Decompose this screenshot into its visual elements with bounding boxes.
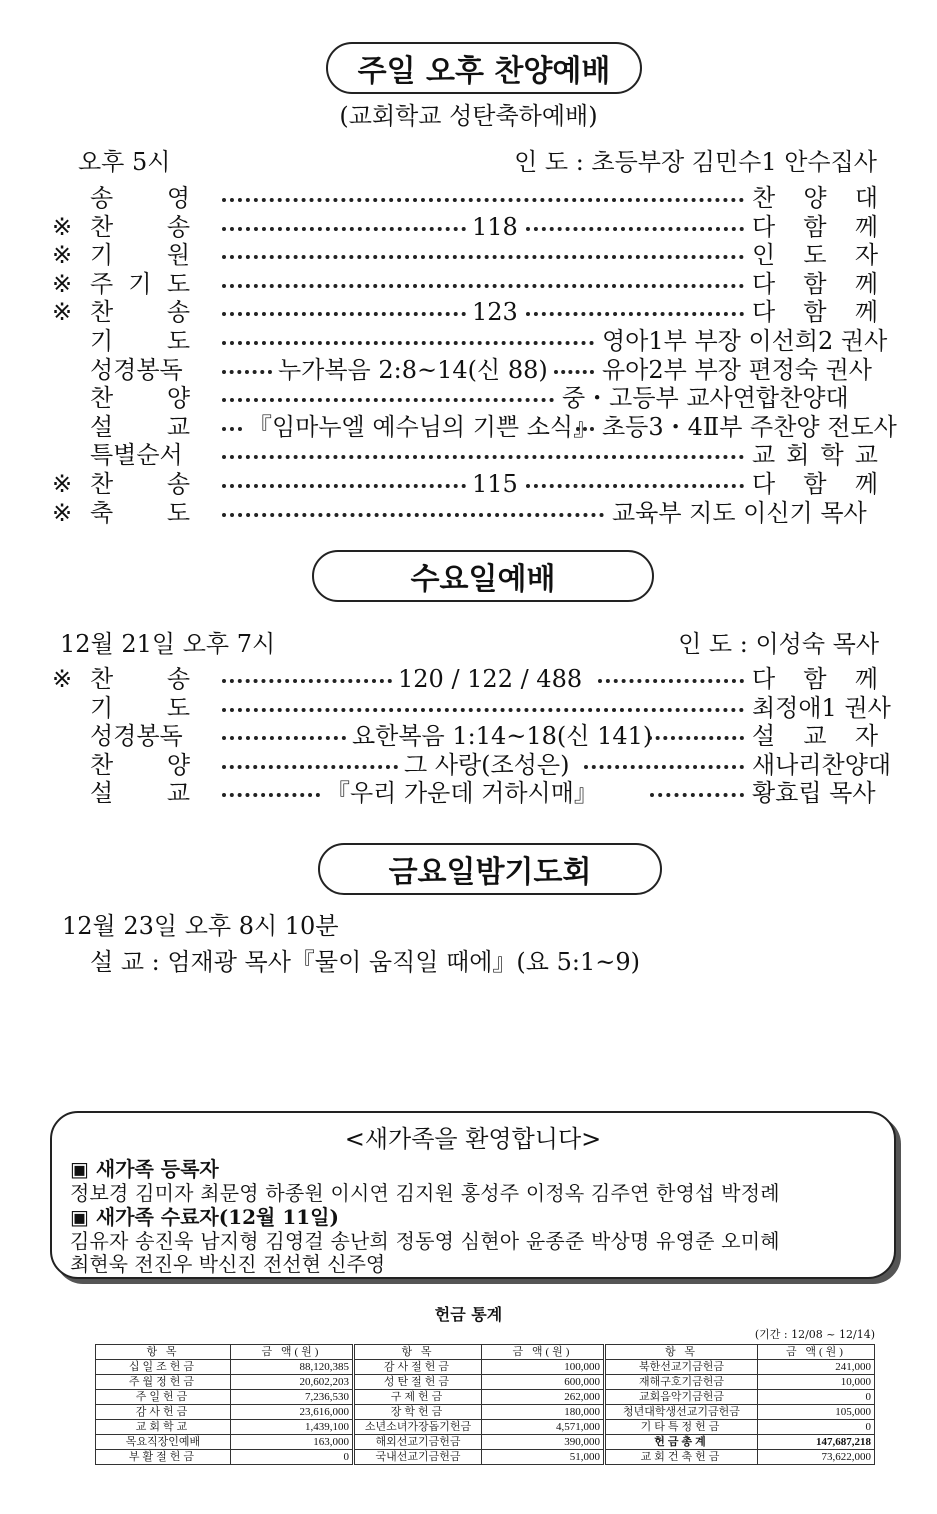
sunday-leader: 인 도 : 초등부장 김민수1 안수집사 <box>514 148 877 176</box>
order-person: 황효립 목사 <box>752 779 876 808</box>
offering-amount: 163,000 <box>231 1435 354 1450</box>
order-label: 찬 송 <box>90 298 190 327</box>
dot-leader <box>222 284 744 288</box>
offering-amount: 105,000 <box>758 1405 875 1420</box>
sunday-title-box <box>326 42 642 94</box>
order-row <box>0 751 937 779</box>
order-person: 교육부 지도 이신기 목사 <box>612 498 867 527</box>
order-content: 요한복음 1:14~18(신 141) <box>352 722 653 751</box>
order-row <box>0 298 937 326</box>
order-person: 설 교 자 <box>752 722 878 751</box>
dot-leader <box>222 736 346 740</box>
offering-item: 소년소녀가장돕기헌금 <box>354 1420 482 1435</box>
completed-names-2: 최현욱 전진우 박신진 전선현 신주영 <box>70 1252 386 1276</box>
wednesday-leader: 인 도 : 이성숙 목사 <box>678 630 879 658</box>
offering-amount: 147,687,218 <box>758 1435 875 1450</box>
order-row <box>0 499 937 527</box>
order-content: 『임마누엘 예수님의 기쁜 소식』 <box>248 412 598 441</box>
order-row <box>0 441 937 469</box>
offering-amount: 88,120,385 <box>231 1360 354 1375</box>
order-label: 찬 송 <box>90 470 190 498</box>
offering-item: 교회학교 <box>96 1420 231 1435</box>
order-row <box>0 470 937 498</box>
friday-title: 금요일밤기도회 <box>388 855 592 890</box>
order-label: 축 도 <box>90 498 190 527</box>
order-person: 교 회 학 교 <box>752 441 878 470</box>
offering-header-row <box>96 1345 875 1360</box>
header-amount: 금 액(원) <box>758 1345 875 1360</box>
offering-item: 헌금총계 <box>605 1435 758 1450</box>
header-item: 항 목 <box>354 1345 482 1360</box>
dot-leader <box>222 227 466 231</box>
new-family-title: <새가족을 환영합니다> <box>344 1125 602 1153</box>
order-label: 특별순서 <box>90 441 183 470</box>
offering-row <box>96 1435 875 1450</box>
order-row <box>0 694 937 722</box>
dot-leader <box>576 427 594 431</box>
offering-item: 주월정헌금 <box>96 1375 231 1390</box>
order-person: 다 함 께 <box>752 269 878 298</box>
order-row <box>0 665 937 693</box>
order-row <box>0 722 937 750</box>
order-person: 최정애1 권사 <box>752 693 891 722</box>
offering-amount: 0 <box>758 1390 875 1405</box>
offering-row <box>96 1420 875 1435</box>
order-label: 주 기 도 <box>90 269 190 298</box>
order-label: 기 원 <box>90 241 190 270</box>
dot-leader <box>222 793 320 797</box>
order-person: 유아2부 부장 편정숙 권사 <box>602 355 872 384</box>
dot-leader <box>554 370 594 374</box>
order-row <box>0 270 937 298</box>
header-amount: 금 액(원) <box>482 1345 605 1360</box>
friday-title-box <box>318 843 662 895</box>
completed-names-1: 김유자 송진욱 남지형 김영걸 송난희 정동영 심현아 윤종준 박상명 유영준 오미혜 <box>70 1229 780 1253</box>
order-label: 기 도 <box>90 327 190 355</box>
offering-item: 목요직장인예배 <box>96 1435 231 1450</box>
dot-leader <box>222 198 744 202</box>
order-person: 다 함 께 <box>752 470 878 498</box>
completed-heading: ▣ 새가족 수료자(12월 11일) <box>70 1205 339 1229</box>
offering-item: 구제헌금 <box>354 1390 482 1405</box>
dot-leader <box>222 255 744 259</box>
offering-item: 북한선교기금헌금 <box>605 1360 758 1375</box>
offering-amount: 7,236,530 <box>231 1390 354 1405</box>
header-item: 항 목 <box>96 1345 231 1360</box>
offering-item: 장학헌금 <box>354 1405 482 1420</box>
order-person: 인 도 자 <box>752 241 878 270</box>
dot-leader <box>526 227 744 231</box>
offering-amount: 1,439,100 <box>231 1420 354 1435</box>
order-person: 새나리찬양대 <box>752 750 892 779</box>
sunday-subtitle: (교회학교 성탄축하예배) <box>339 102 598 130</box>
offering-amount: 241,000 <box>758 1360 875 1375</box>
offering-item: 감사헌금 <box>96 1405 231 1420</box>
dot-leader <box>648 736 744 740</box>
order-label: 찬 송 <box>90 665 190 693</box>
order-row <box>0 779 937 807</box>
offering-amount: 600,000 <box>482 1375 605 1390</box>
offering-amount: 262,000 <box>482 1390 605 1405</box>
order-row <box>0 413 937 441</box>
dot-leader <box>222 484 466 488</box>
order-label: 설 교 <box>90 412 190 441</box>
order-row <box>0 213 937 241</box>
offering-amount: 10,000 <box>758 1375 875 1390</box>
standing-mark: ※ <box>52 298 73 327</box>
registered-heading: ▣ 새가족 등록자 <box>70 1157 219 1181</box>
order-label: 성경봉독 <box>90 355 183 384</box>
order-label: 설 교 <box>90 779 190 808</box>
order-row <box>0 327 937 355</box>
friday-sermon: 설 교 : 엄재광 목사『물이 움직일 때에』(요 5:1~9) <box>90 948 640 976</box>
wednesday-time: 12월 21일 오후 7시 <box>60 630 276 658</box>
offering-amount: 73,622,000 <box>758 1450 875 1465</box>
sunday-title: 주일 오후 찬양예배 <box>357 54 611 89</box>
dot-leader <box>222 765 398 769</box>
dot-leader <box>222 427 242 431</box>
offering-item: 재해구호기금헌금 <box>605 1375 758 1390</box>
order-content: 누가복음 2:8~14(신 88) <box>278 355 548 384</box>
registered-names: 정보경 김미자 최문영 하종원 이시연 김지원 홍성주 이정옥 김주연 한영섭 박정례 <box>70 1181 780 1205</box>
header-item: 항 목 <box>605 1345 758 1360</box>
offering-table <box>95 1344 875 1465</box>
friday-time: 12월 23일 오후 8시 10분 <box>62 912 339 940</box>
offering-amount: 100,000 <box>482 1360 605 1375</box>
order-content: 120 / 122 / 488 <box>398 665 583 693</box>
dot-leader <box>526 484 744 488</box>
offering-row <box>96 1375 875 1390</box>
order-label: 성경봉독 <box>90 722 183 751</box>
order-content: 118 <box>472 212 518 241</box>
standing-mark: ※ <box>52 241 73 270</box>
standing-mark: ※ <box>52 665 73 693</box>
offering-amount: 390,000 <box>482 1435 605 1450</box>
offering-item: 교회건축헌금 <box>605 1450 758 1465</box>
offering-item: 교회음악기금헌금 <box>605 1390 758 1405</box>
offering-amount: 180,000 <box>482 1405 605 1420</box>
dot-leader <box>222 708 744 712</box>
standing-mark: ※ <box>52 212 73 241</box>
dot-leader <box>222 513 604 517</box>
order-person: 다 함 께 <box>752 665 878 693</box>
standing-mark: ※ <box>52 269 73 298</box>
offering-item: 십일조헌금 <box>96 1360 231 1375</box>
dot-leader <box>598 679 744 683</box>
order-row <box>0 384 937 412</box>
order-person: 영아1부 부장 이선희2 권사 <box>602 327 888 355</box>
offering-amount: 23,616,000 <box>231 1405 354 1420</box>
order-person: 다 함 께 <box>752 212 878 241</box>
new-family-box <box>50 1111 896 1279</box>
offering-item: 부활절헌금 <box>96 1450 231 1465</box>
order-content: 『우리 가운데 거하시매』 <box>326 779 598 808</box>
order-label: 찬 양 <box>90 384 190 413</box>
standing-mark: ※ <box>52 470 73 498</box>
order-person: 초등3・4Ⅱ부 주찬양 전도사 <box>602 412 897 441</box>
order-row <box>0 241 937 269</box>
offering-amount: 20,602,203 <box>231 1375 354 1390</box>
dot-leader <box>222 370 272 374</box>
sunday-time: 오후 5시 <box>78 148 171 176</box>
offering-period: (기간 : 12/08 ~ 12/14) <box>754 1328 875 1341</box>
standing-mark: ※ <box>52 498 73 527</box>
offering-item: 청년대학생선교기금헌금 <box>605 1405 758 1420</box>
dot-leader <box>526 312 744 316</box>
wednesday-title-box <box>312 550 654 602</box>
order-person: 다 함 께 <box>752 298 878 327</box>
offering-amount: 51,000 <box>482 1450 605 1465</box>
offering-amount: 4,571,000 <box>482 1420 605 1435</box>
offering-item: 해외선교기금헌금 <box>354 1435 482 1450</box>
offering-item: 주일헌금 <box>96 1390 231 1405</box>
order-person: 중・고등부 교사연합찬양대 <box>562 384 849 413</box>
offering-row <box>96 1390 875 1405</box>
offering-item: 기타특정헌금 <box>605 1420 758 1435</box>
offering-amount: 0 <box>758 1420 875 1435</box>
order-content: 123 <box>472 298 518 327</box>
dot-leader <box>222 341 594 345</box>
dot-leader <box>222 312 466 316</box>
dot-leader <box>584 765 744 769</box>
offering-row <box>96 1405 875 1420</box>
order-content: 그 사랑(조성은) <box>404 750 570 779</box>
offering-row <box>96 1450 875 1465</box>
dot-leader <box>222 679 392 683</box>
offering-title: 헌금 통계 <box>434 1305 503 1324</box>
order-content: 115 <box>472 470 518 498</box>
offering-item: 성탄절헌금 <box>354 1375 482 1390</box>
offering-item: 감사절헌금 <box>354 1360 482 1375</box>
offering-amount: 0 <box>231 1450 354 1465</box>
order-person: 찬 양 대 <box>752 184 878 212</box>
order-label: 송 영 <box>90 184 190 212</box>
order-label: 찬 양 <box>90 750 190 779</box>
order-label: 기 도 <box>90 693 190 722</box>
dot-leader <box>222 455 744 459</box>
dot-leader <box>222 398 554 402</box>
offering-item: 국내선교기금헌금 <box>354 1450 482 1465</box>
offering-row <box>96 1360 875 1375</box>
wednesday-title: 수요일예배 <box>410 562 556 597</box>
order-row <box>0 356 937 384</box>
header-amount: 금 액(원) <box>231 1345 354 1360</box>
order-label: 찬 송 <box>90 212 190 241</box>
dot-leader <box>650 793 744 797</box>
order-row <box>0 184 937 212</box>
